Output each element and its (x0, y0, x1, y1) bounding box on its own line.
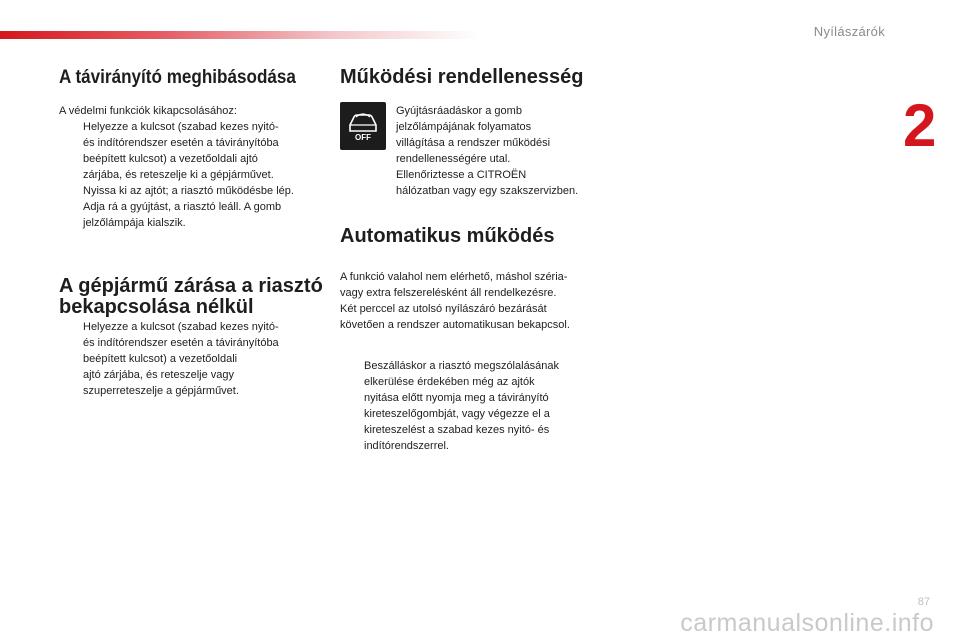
heading-malfunction: Működési rendellenesség (340, 66, 584, 88)
automatic-text: A funkció valahol nem elérhető, máshol széria- vagy extra felszerelésként áll rendelkezésre. Két perccel az utolsó nyílászáró bezárását követően a rendszer automatikusan bekapcsol. (340, 271, 570, 331)
heading-lock-without-alarm: A gépjármű zárása a riasztó bekapcsolása nélkül (59, 275, 323, 318)
alarm-off-icon-label: OFF (355, 133, 371, 142)
section-label: Nyílászárók (813, 24, 885, 39)
list-item-text: Helyezze a kulcsot (szabad kezes nyitó- és indítórendszer esetén a távirányítóba beépített kulcsot) a vezetőoldali ajtó zárjába, és reteszelje vagy szuperreteszelje a gépjárművet. (83, 321, 279, 397)
remote-fault-list (59, 119, 329, 231)
list-item (340, 358, 620, 454)
list-item (59, 319, 329, 399)
list-item-text: Adja rá a gyújtást, a riasztó leáll. A gomb jelzőlámpája kialszik. (83, 201, 282, 229)
list-item-text: Nyissa ki az ajtót; a riasztó működésbe lép. (83, 185, 294, 197)
alarm-off-icon (340, 102, 386, 150)
lock-without-alarm-list (59, 319, 329, 399)
list-item (59, 119, 329, 183)
malfunction-text: Gyújtásráadáskor a gomb jelzőlámpájának folyamatos villágítása a rendszer működési rendellenességére utal. Ellenőriztesse a CITROËN hálózatban vagy egy szakszervizben. (396, 105, 579, 197)
heading-automatic: Automatikus működés (340, 225, 555, 247)
header-accent-bar (0, 31, 480, 39)
list-item (59, 183, 329, 199)
list-item (59, 199, 329, 231)
list-item-text: Helyezze a kulcsot (szabad kezes nyitó- és indítórendszer esetén a távirányítóba beépített kulcsot) a vezetőoldali ajtó zárjába, és reteszelje ki a gépjárművet. (83, 121, 279, 181)
heading-remote-fault: A távirányító meghibásodása (59, 67, 296, 88)
list-item-text: Beszálláskor a riasztó megszólalásának elkerülése érdekében még az ajtók nyitása előtt nyomja meg a távirányító kireteszelőgombját, vagy végezze el a kireteszelést a szabad kezes nyitó- és indítórendszerrel. (364, 360, 560, 452)
remote-fault-intro: A védelmi funkciók kikapcsolásához: (59, 105, 237, 117)
chapter-number: 2 (903, 92, 937, 159)
automatic-list (340, 358, 620, 454)
page-number: 87 (917, 596, 930, 608)
watermark: carmanualsonline.info (680, 609, 934, 637)
